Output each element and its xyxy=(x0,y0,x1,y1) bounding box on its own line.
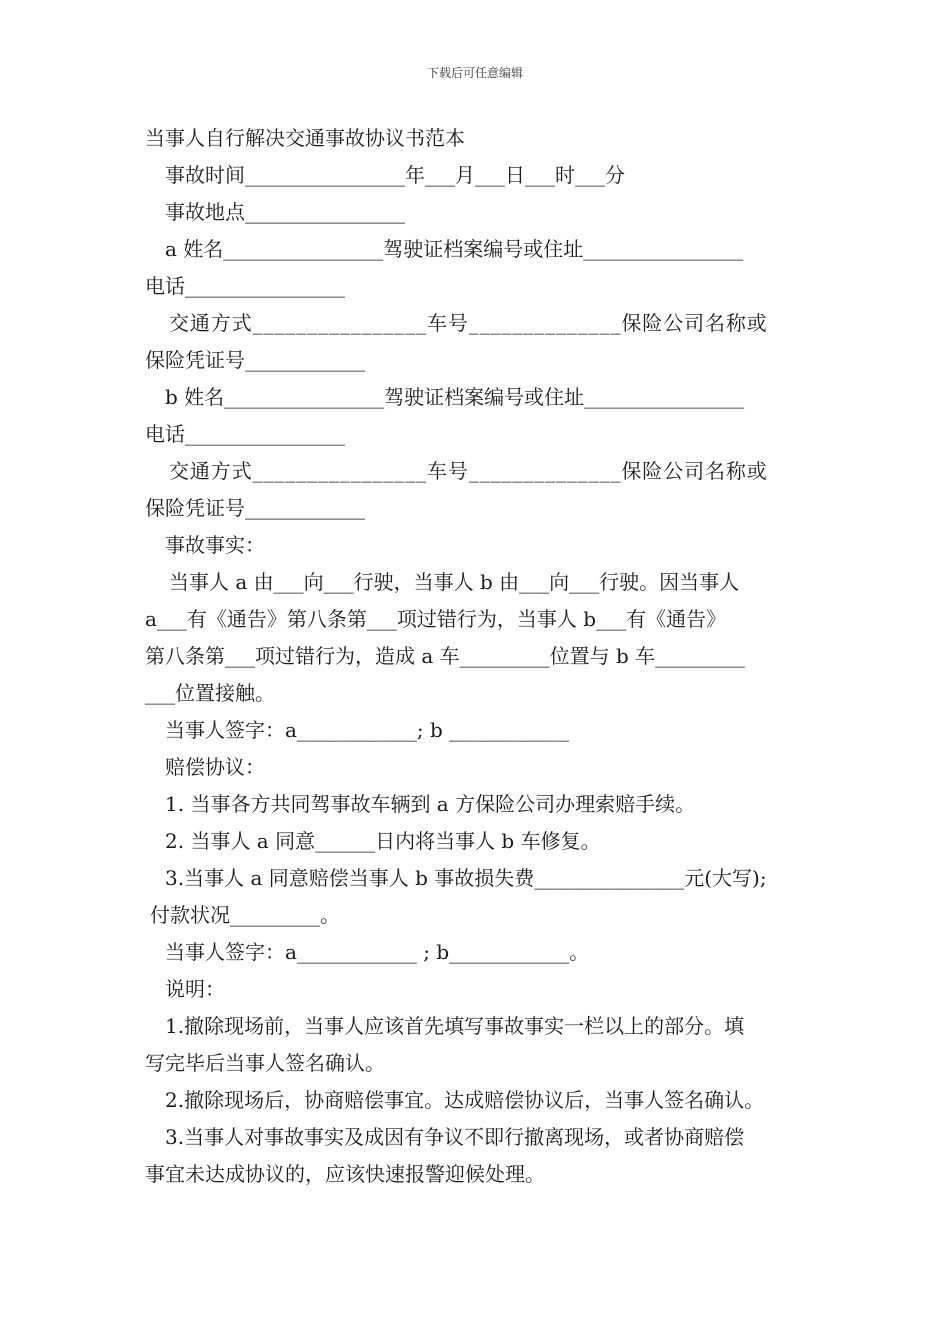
party-a-vehicle-line: 交通方式________________车号______________保险公司名称或 xyxy=(169,311,768,335)
compensation-item: 3.当事人 a 同意赔偿当事人 b 事故损失费_______________元(大写); xyxy=(165,866,767,890)
payment-status-line: 付款状况_________。 xyxy=(150,903,340,927)
page-header: 下载后可任意编辑 xyxy=(426,66,523,80)
accident-facts-line: 当事人 a 由___向___行驶，当事人 b 由___向___行驶。因当事人 xyxy=(169,570,740,594)
party-a-insurance-line: 保险凭证号____________ xyxy=(145,348,365,372)
note-item: 写完毕后当事人签名确认。 xyxy=(145,1051,385,1075)
note-item: 事宜未达成协议的，应该快速报警迎候处理。 xyxy=(145,1162,545,1186)
accident-place-line: 事故地点________________ xyxy=(165,200,405,224)
document-title: 当事人自行解决交通事故协议书范本 xyxy=(145,126,465,150)
party-b-name-line: b 姓名________________驾驶证档案编号或住址________________ xyxy=(165,385,745,409)
notes-heading: 说明： xyxy=(165,977,225,1001)
accident-time-line: 事故时间________________年___月___日___时___分 xyxy=(165,163,625,187)
compensation-item: 1. 当事各方共同驾事故车辆到 a 方保险公司办理索赔手续。 xyxy=(165,792,696,816)
compensation-item: 2. 当事人 a 同意______日内将当事人 b 车修复。 xyxy=(165,829,601,853)
note-item: 2.撤除现场后，协商赔偿事宜。达成赔偿协议后，当事人签名确认。 xyxy=(165,1088,765,1112)
signature-line-1: 当事人签字：a____________; b ____________ xyxy=(165,718,570,742)
accident-facts-line: 第八条第___项过错行为，造成 a 车_________位置与 b 车_________ xyxy=(145,644,746,668)
party-a-phone-line: 电话________________ xyxy=(145,274,345,298)
document-body xyxy=(145,120,810,1193)
note-item: 3.当事人对事故事实及成因有争议不即行撤离现场，或者协商赔偿 xyxy=(165,1125,745,1149)
accident-facts-heading: 事故事实： xyxy=(165,533,265,557)
signature-line-2: 当事人签字：a____________ ; b____________。 xyxy=(165,940,590,964)
party-b-vehicle-line: 交通方式________________车号______________保险公司名称或 xyxy=(169,459,768,483)
note-item: 1.撤除现场前，当事人应该首先填写事故事实一栏以上的部分。填 xyxy=(165,1014,745,1038)
accident-facts-line: ___位置接触。 xyxy=(145,681,275,705)
party-b-phone-line: 电话________________ xyxy=(145,422,345,446)
compensation-heading: 赔偿协议： xyxy=(165,755,265,779)
party-b-insurance-line: 保险凭证号____________ xyxy=(145,496,365,520)
accident-facts-line: a___有《通告》第八条第___项过错行为，当事人 b___有《通告》 xyxy=(145,607,727,631)
party-a-name-line: a 姓名________________驾驶证档案编号或住址________________ xyxy=(165,237,744,261)
